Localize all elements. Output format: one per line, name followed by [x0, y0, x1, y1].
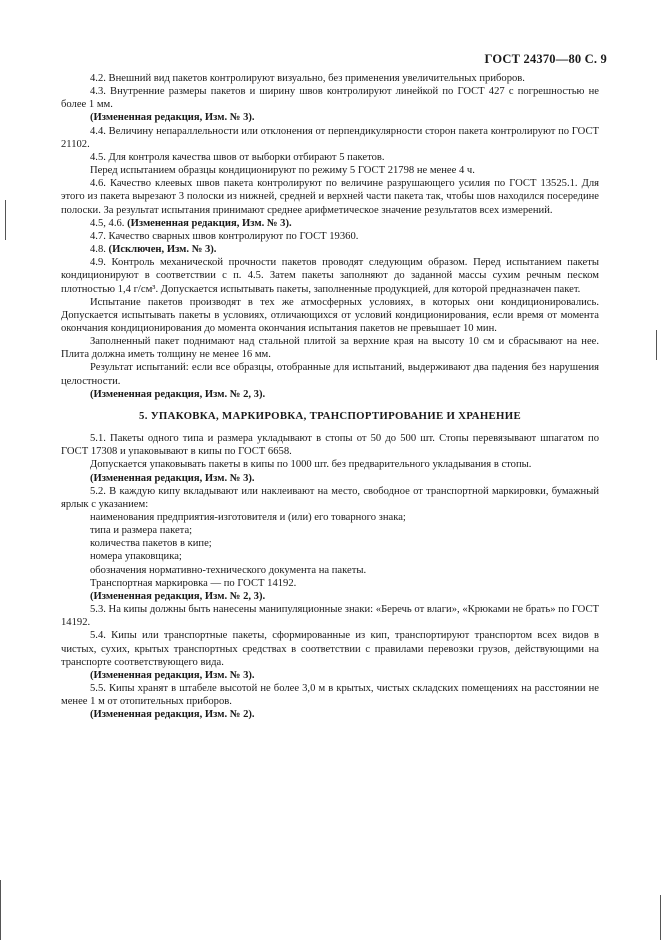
paragraph: 4.2. Внешний вид пакетов контролируют визуально, без применения увеличительных приборов. [90, 73, 525, 84]
list-item: типа и размера пакета; [90, 525, 193, 537]
paragraph: 4.5, 4.6. (Измененная редакция, Изм. № 3). [90, 217, 292, 229]
list-item: обозначения нормативно-технического документа на пакеты. [90, 564, 367, 576]
amendment-note: (Измененная редакция, Изм. № 3). [90, 112, 255, 124]
section-5-text [61, 432, 599, 721]
section-title: 5. УПАКОВКА, МАРКИРОВКА, ТРАНСПОРТИРОВАНИЕ И ХРАНЕНИЕ [139, 409, 521, 422]
scan-mark-bottom-left [0, 880, 1, 940]
paragraph: 4.7. Качество сварных швов контролируют по ГОСТ 19360. [90, 230, 359, 242]
list-item: номера упаковщика; [90, 551, 182, 563]
paragraph: 4.5. Для контроля качества швов от выборки отбирают 5 пакетов. [90, 151, 385, 163]
paragraph: Допускается упаковывать пакеты в кипы по 1000 шт. без предварительного укладывания в стопы. [90, 459, 532, 471]
list-item: количества пакетов в кипе; [90, 538, 212, 550]
page-header: ГОСТ 24370—80 С. 9 [484, 52, 607, 66]
scan-mark-left [5, 200, 6, 240]
paragraph: 5.5. Кипы хранят в штабеле высотой не более 3,0 м в крытых, чистых складских помещениях на расстоянии не менее 1 м от отопительных приборов. [61, 683, 599, 708]
amendment-note: (Измененная редакция, Изм. № 2, 3). [90, 590, 266, 602]
paragraph: Заполненный пакет поднимают над стальной плитой за верхние края на высоту 10 см и сбрасывают на нее. Плита должна иметь толщину не менее 16 мм. [61, 336, 599, 361]
section-4-text [61, 72, 599, 401]
paragraph: 4.9. Контроль механической прочности пакетов проводят следующим образом. Перед испытанием пакеты кондиционируют в соответствии с п. 4.5. Затем пакеты заполняют до заданной массы сухим речным песком плотностью 1,4 г/см³. Допускается испытывать пакеты, заполненные продукцией, для которой предназначен пакет. [61, 257, 599, 295]
amendment-note: (Измененная редакция, Изм. № 3). [90, 669, 255, 681]
paragraph: 5.2. В каждую кипу вкладывают или наклеивают на место, свободное от транспортной маркировки, бумажный ярлык с указанием: [61, 485, 599, 510]
paragraph: Перед испытанием образцы кондиционируют по режиму 5 ГОСТ 21798 не менее 4 ч. [90, 165, 475, 177]
paragraph: 4.8. (Исключен, Изм. № 3). [90, 244, 217, 256]
paragraph: 4.3. Внутренние размеры пакетов и ширину швов контролируют линейкой по ГОСТ 427 с погрешностью не более 1 мм. [61, 86, 599, 111]
amendment-note: (Измененная редакция, Изм. № 2). [90, 709, 255, 721]
document-body [61, 72, 599, 722]
paragraph: 4.6. Качество клеевых швов пакета контролируют по величине разрушающего усилия по ГОСТ 13525.1. Для этого из пакета вырезают 3 полоски из нижней, средней и верхней части пакета так, чтобы шов находился посередине полоски. За результат испытания принимают среднее арифметическое значение результатов всех измерений. [61, 178, 599, 216]
list-item: наименования предприятия-изготовителя и (или) его товарного знака; [90, 512, 406, 523]
amendment-note: (Измененная редакция, Изм. № 3). [90, 472, 255, 484]
amendment-note: (Измененная редакция, Изм. № 2, 3). [90, 388, 266, 400]
list-item: Транспортная маркировка — по ГОСТ 14192. [90, 577, 297, 589]
paragraph: 5.1. Пакеты одного типа и размера укладывают в стопы от 50 до 500 шт. Стопы перевязывают шпагатом по ГОСТ 17308 и упаковывают в кипы по ГОСТ 6658. [61, 433, 599, 458]
paragraph: Результат испытаний: если все образцы, отобранные для испытаний, выдерживают два падения без нарушения целостности. [61, 362, 599, 387]
paragraph: Испытание пакетов производят в тех же атмосферных условиях, в которых они кондиционировались. Допускается испытывать пакеты в условиях, отличающихся от условий кондиционирования, если время от момента окончания кондиционирования до момента окончания испытания пакетов не превышает 10 мин. [61, 296, 599, 334]
scan-mark-right [656, 330, 657, 360]
paragraph: 5.4. Кипы или транспортные пакеты, сформированные из кип, транспортируют транспортом всех видов в чистых, сухих, крытых транспортных средствах в соответствии с правилами перевозки грузов, действующими на транспорте соответствующего вида. [61, 630, 599, 668]
paragraph: 5.3. На кипы должны быть нанесены манипуляционные знаки: «Беречь от влаги», «Крюками не брать» по ГОСТ 14192. [61, 604, 599, 629]
paragraph: 4.4. Величину непараллельности или отклонения от перпендикулярности сторон пакета контролируют по ГОСТ 21102. [61, 125, 599, 150]
